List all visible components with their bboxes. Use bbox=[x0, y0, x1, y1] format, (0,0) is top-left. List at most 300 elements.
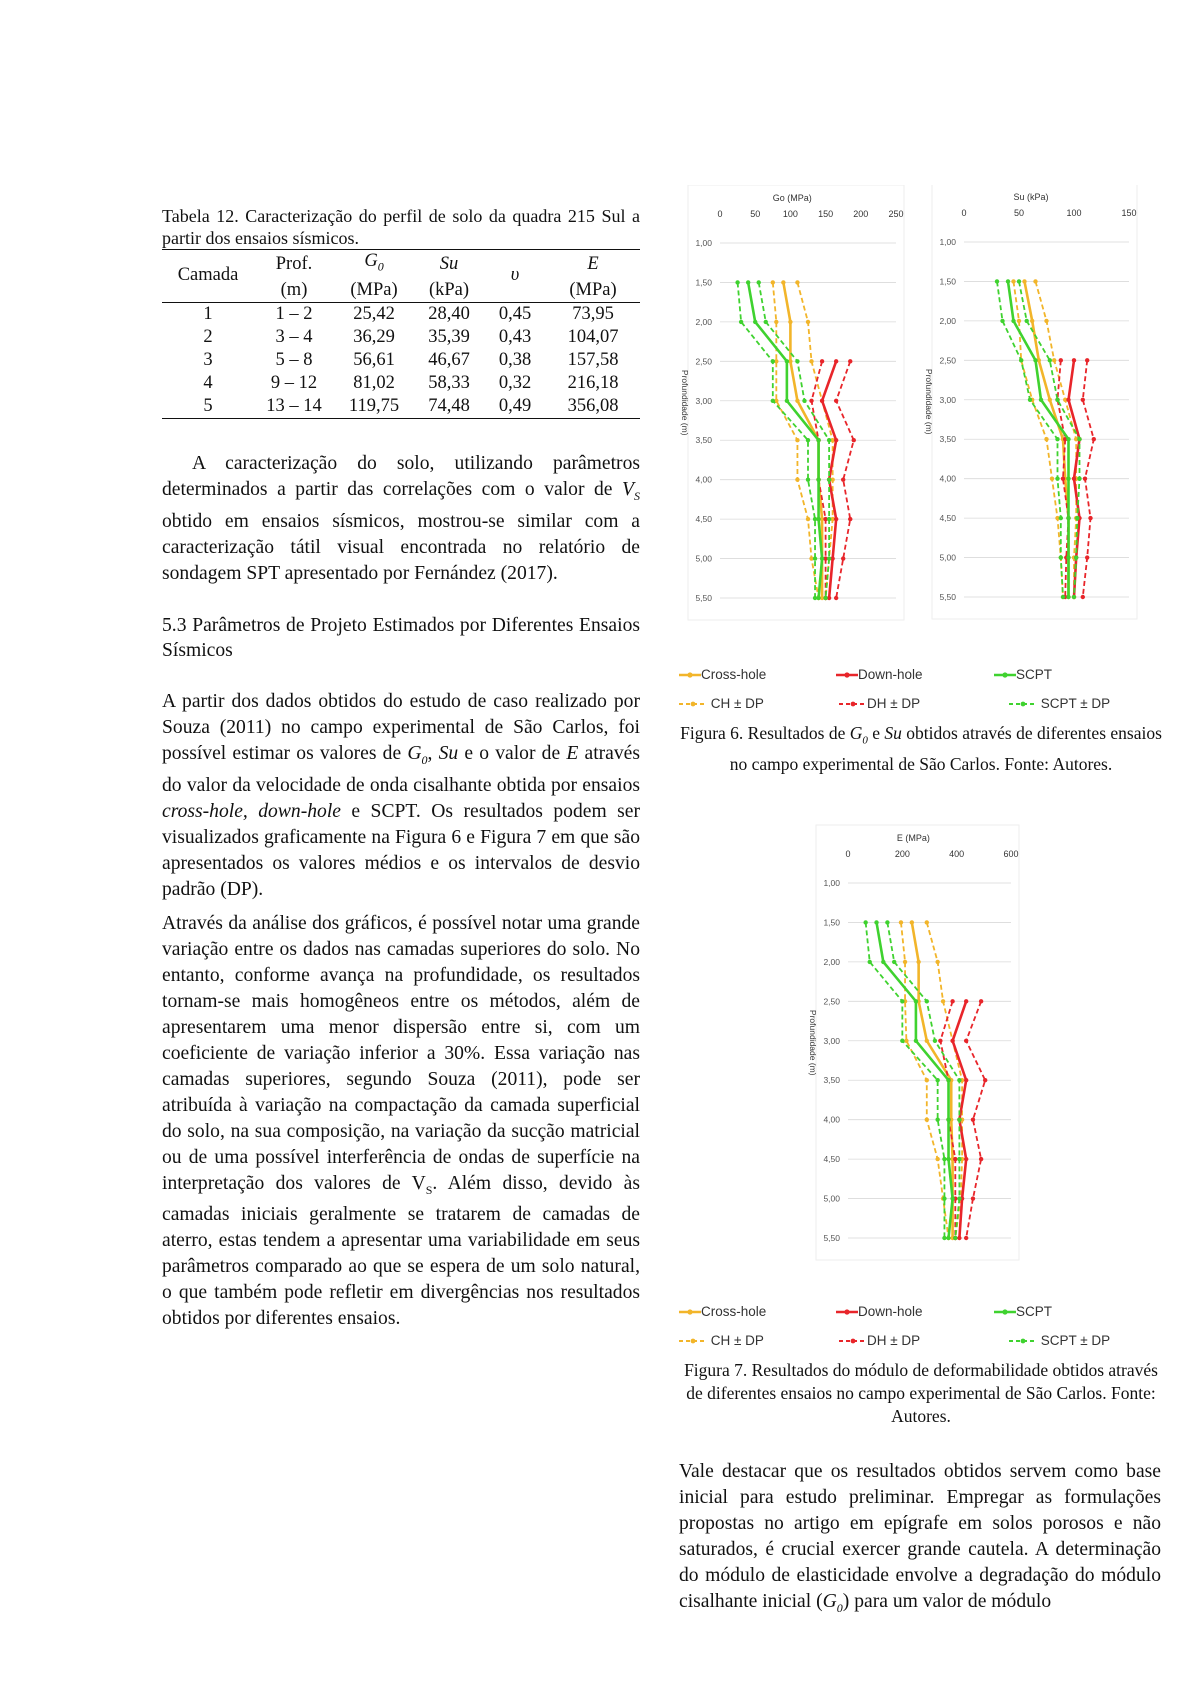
section-heading: 5.3 Parâmetros de Projeto Estimados por Diferentes Ensaios Sísmicos bbox=[162, 614, 640, 661]
legend-down-hole bbox=[836, 667, 923, 682]
figure-7-legend bbox=[679, 1304, 1159, 1354]
data-point bbox=[841, 477, 845, 481]
data-point bbox=[964, 999, 968, 1003]
legend-scpt-dp bbox=[1009, 696, 1110, 711]
x-tick-label: 600 bbox=[1003, 849, 1019, 859]
figure-7-chart bbox=[800, 820, 1040, 1300]
y-tick-label: 2,50 bbox=[939, 355, 956, 366]
data-point bbox=[834, 517, 838, 521]
figure-6-charts bbox=[680, 185, 1160, 665]
cell-nu: 0,45 bbox=[484, 302, 546, 326]
cell-su: 46,67 bbox=[428, 349, 470, 370]
data-point bbox=[820, 359, 824, 363]
fig6-caption-c: obtidos através de diferentes ensaios no campo experimental de São Carlos. Fonte: Autores. bbox=[729, 723, 1162, 774]
data-point bbox=[1055, 398, 1059, 402]
x-tick-label: 200 bbox=[853, 209, 869, 219]
data-point bbox=[964, 1039, 968, 1043]
legend-scpt bbox=[994, 667, 1052, 682]
chart-su bbox=[924, 185, 1137, 619]
cell-e: 73,95 bbox=[546, 302, 640, 326]
data-point bbox=[868, 960, 872, 964]
data-point bbox=[935, 1157, 939, 1161]
data-point bbox=[983, 1078, 987, 1082]
table-row bbox=[162, 372, 640, 395]
data-point bbox=[964, 1236, 968, 1240]
data-point bbox=[795, 438, 799, 442]
figure-6-legend bbox=[679, 667, 1159, 717]
data-point bbox=[903, 960, 907, 964]
data-point bbox=[785, 399, 789, 403]
p2-text-c: e o valor de bbox=[458, 742, 567, 764]
table-caption: Tabela 12. Caracterização do perfil de solo da quadra 215 Sul a partir dos ensaios sísmicos. bbox=[162, 206, 640, 248]
p2-text-e: e SCPT. Os resultados podem ser visualizados graficamente na Figura 6 e Figura 7 em que são apresentados os valores médios e os intervalos de desvio padrão (DP). bbox=[162, 800, 640, 900]
p1-text-b: obtido em ensaios sísmicos, mostrou-se similar com a caracterização tátil visual encontrada no relatório de sondagem SPT apresentado por Fernández (2017). bbox=[162, 510, 640, 584]
cell-e: 104,07 bbox=[567, 326, 619, 347]
data-point bbox=[957, 1078, 961, 1082]
cell-camada: 1 bbox=[162, 302, 254, 326]
header-g0 bbox=[334, 250, 414, 279]
legend-dh-dp bbox=[839, 696, 920, 711]
data-point bbox=[1044, 437, 1048, 441]
data-point bbox=[885, 920, 889, 924]
y-tick-label: 2,50 bbox=[823, 996, 840, 1007]
p2-tests: cross-hole, down-hole bbox=[162, 800, 341, 822]
data-point bbox=[892, 960, 896, 964]
x-tick-label: 250 bbox=[888, 209, 904, 219]
y-tick-label: 5,50 bbox=[695, 593, 712, 603]
legend-label: SCPT bbox=[1016, 667, 1053, 682]
y-tick-label: 3,50 bbox=[695, 435, 712, 446]
y-tick-label: 4,50 bbox=[695, 514, 712, 525]
y-tick-label: 3,00 bbox=[695, 395, 712, 406]
y-tick-label: 1,50 bbox=[823, 917, 840, 928]
data-point bbox=[820, 556, 824, 560]
y-tick-label: 1,50 bbox=[695, 277, 712, 288]
data-point bbox=[834, 359, 838, 363]
data-point bbox=[881, 960, 885, 964]
data-point bbox=[1017, 279, 1021, 283]
data-point bbox=[1061, 595, 1065, 599]
unit-prof: (m) bbox=[280, 279, 308, 300]
x-tick-label: 100 bbox=[1066, 208, 1082, 218]
legend-scpt-dp bbox=[1009, 1333, 1110, 1348]
data-point bbox=[1048, 358, 1052, 362]
y-tick-label: 1,00 bbox=[939, 237, 956, 247]
data-point bbox=[1085, 555, 1089, 559]
data-point bbox=[1055, 476, 1059, 480]
data-point bbox=[806, 438, 810, 442]
data-point bbox=[848, 517, 852, 521]
p2-text-b: , bbox=[427, 742, 439, 764]
data-point bbox=[957, 1196, 961, 1200]
x-tick-label: 50 bbox=[750, 209, 761, 219]
right-column-text bbox=[679, 1459, 1161, 1621]
y-tick-label: 1,50 bbox=[939, 276, 956, 287]
data-point bbox=[813, 596, 817, 600]
table-row bbox=[162, 349, 640, 372]
cell-e: 216,18 bbox=[567, 372, 619, 393]
p2-text-a: A partir dos dados obtidos do estudo de caso realizado por Souza (2011) no campo experimental de São Carlos, foi possível estimar os valores de bbox=[162, 690, 640, 764]
p4-g-sub: 0 bbox=[836, 1600, 843, 1615]
data-point bbox=[1072, 595, 1076, 599]
data-point bbox=[946, 1117, 950, 1121]
cell-prof: 13 – 14 bbox=[254, 395, 334, 419]
cell-camada: 3 bbox=[203, 349, 213, 370]
header-g0-symbol: G bbox=[364, 251, 378, 271]
p4-text-a: Vale destacar que os resultados obtidos servem como base inicial para estudo preliminar. Empregar as formulações propostas no artigo em epígrafe em solos porosos e não saturados, é crucial exercer grande cautela. A determinação do módulo de elasticidade envolve a degradação do módulo cisalhante inicial ( bbox=[679, 1461, 1161, 1612]
data-point bbox=[827, 477, 831, 481]
cell-camada: 5 bbox=[162, 395, 254, 419]
legend-down-hole bbox=[836, 1304, 923, 1319]
data-point bbox=[1066, 437, 1070, 441]
data-point bbox=[746, 280, 750, 284]
data-point bbox=[757, 280, 761, 284]
data-point bbox=[1085, 358, 1089, 362]
data-point bbox=[995, 279, 999, 283]
data-point bbox=[979, 1157, 983, 1161]
data-point bbox=[1061, 476, 1065, 480]
data-point bbox=[739, 320, 743, 324]
paragraph-conclusion bbox=[679, 1459, 1161, 1621]
x-tick-label: 400 bbox=[949, 849, 965, 859]
data-point bbox=[809, 399, 813, 403]
p3-text-b: . Além disso, devido às camadas iniciais geralmente se tratarem de camadas de aterro, estas tendem a apresentar uma variabilidade em seus parâmetros comparado ao que se espera de um solo natural, o que também pode refletir em divergências nos resultados obtidos por diferentes ensaios. bbox=[162, 1172, 640, 1330]
data-point bbox=[1030, 319, 1034, 323]
data-point bbox=[816, 477, 820, 481]
x-axis-title: Su (kPa) bbox=[1013, 192, 1049, 202]
data-point bbox=[1052, 358, 1056, 362]
x-axis-title: E (MPa) bbox=[896, 833, 930, 843]
data-point bbox=[827, 438, 831, 442]
legend-label: SCPT bbox=[1016, 1304, 1053, 1319]
data-point bbox=[764, 320, 768, 324]
data-point bbox=[863, 920, 867, 924]
data-point bbox=[816, 438, 820, 442]
data-point bbox=[1044, 319, 1048, 323]
y-tick-label: 4,00 bbox=[823, 1114, 840, 1125]
data-point bbox=[1025, 319, 1029, 323]
data-point bbox=[925, 999, 929, 1003]
data-point bbox=[1066, 595, 1070, 599]
data-point bbox=[900, 1039, 904, 1043]
data-point bbox=[971, 1196, 975, 1200]
cell-nu: 0,32 bbox=[498, 372, 532, 393]
y-tick-label: 5,00 bbox=[823, 1193, 840, 1204]
cell-g0: 56,61 bbox=[353, 349, 395, 370]
cell-e: 356,08 bbox=[546, 395, 640, 419]
data-point bbox=[771, 399, 775, 403]
data-point bbox=[735, 280, 739, 284]
data-point bbox=[795, 280, 799, 284]
data-point bbox=[1000, 319, 1004, 323]
legend-ch-dp bbox=[679, 1333, 764, 1348]
y-axis-title: Profundidade (m) bbox=[680, 369, 690, 436]
data-point bbox=[753, 320, 757, 324]
data-point bbox=[1006, 279, 1010, 283]
legend-label: DH ± DP bbox=[867, 1333, 921, 1348]
data-point bbox=[1077, 437, 1081, 441]
unit-e: (MPa) bbox=[569, 279, 617, 300]
p4-g-symbol: G bbox=[822, 1591, 837, 1612]
cell-g0: 25,42 bbox=[334, 302, 414, 326]
data-point bbox=[834, 438, 838, 442]
data-point bbox=[925, 1039, 929, 1043]
chart-frame bbox=[932, 185, 1137, 619]
y-tick-label: 1,00 bbox=[823, 878, 840, 888]
data-point bbox=[841, 556, 845, 560]
data-point bbox=[1033, 279, 1037, 283]
data-point bbox=[795, 477, 799, 481]
legend-ch-dp bbox=[679, 696, 764, 711]
data-point bbox=[827, 556, 831, 560]
data-point bbox=[795, 399, 799, 403]
fig6-g-sub: 0 bbox=[862, 734, 868, 747]
data-point bbox=[1088, 516, 1092, 520]
data-point bbox=[964, 1157, 968, 1161]
data-point bbox=[806, 477, 810, 481]
cell-nu: 0,43 bbox=[498, 326, 532, 347]
data-point bbox=[942, 1157, 946, 1161]
data-point bbox=[1072, 476, 1076, 480]
x-tick-label: 0 bbox=[961, 208, 967, 218]
p2-e-symbol: E bbox=[566, 742, 579, 764]
cell-su: 28,40 bbox=[414, 302, 484, 326]
data-point bbox=[957, 1117, 961, 1121]
data-point bbox=[925, 920, 929, 924]
cell-prof: 5 – 8 bbox=[275, 349, 313, 370]
data-point bbox=[834, 596, 838, 600]
data-point bbox=[1066, 516, 1070, 520]
data-point bbox=[771, 359, 775, 363]
data-point bbox=[935, 1117, 939, 1121]
left-column bbox=[162, 205, 640, 1332]
y-tick-label: 4,00 bbox=[695, 474, 712, 485]
x-tick-label: 150 bbox=[1121, 208, 1137, 218]
legend-cross-hole bbox=[679, 1304, 766, 1319]
header-prof: Prof. bbox=[254, 250, 334, 279]
cell-su: 58,33 bbox=[428, 372, 470, 393]
legend-label: Cross-hole bbox=[701, 667, 767, 682]
y-axis-title: Profundidade (m) bbox=[808, 1009, 818, 1076]
legend-label: CH ± DP bbox=[710, 696, 764, 711]
data-point bbox=[788, 320, 792, 324]
unit-g0: (MPa) bbox=[350, 279, 398, 300]
data-point bbox=[899, 920, 903, 924]
data-point bbox=[1075, 516, 1079, 520]
y-tick-label: 3,00 bbox=[939, 394, 956, 405]
data-point bbox=[942, 1196, 946, 1200]
x-tick-label: 100 bbox=[782, 209, 798, 219]
chart-g0 bbox=[680, 185, 904, 620]
cell-prof: 9 – 12 bbox=[270, 372, 318, 393]
header-g0-sub: 0 bbox=[377, 259, 384, 274]
data-point bbox=[900, 999, 904, 1003]
y-tick-label: 3,00 bbox=[823, 1035, 840, 1046]
data-point bbox=[910, 920, 914, 924]
paragraph-characterization bbox=[162, 451, 640, 587]
cell-g0: 119,75 bbox=[334, 395, 414, 419]
y-tick-label: 4,00 bbox=[939, 473, 956, 484]
cell-prof: 3 – 4 bbox=[275, 326, 313, 347]
data-point bbox=[1081, 595, 1085, 599]
data-point bbox=[946, 1157, 950, 1161]
y-tick-label: 5,50 bbox=[939, 592, 956, 602]
y-tick-label: 3,50 bbox=[823, 1075, 840, 1086]
y-tick-label: 2,00 bbox=[695, 316, 712, 327]
chart-frame bbox=[688, 185, 904, 620]
x-tick-label: 0 bbox=[845, 849, 851, 859]
y-tick-label: 1,00 bbox=[695, 238, 712, 248]
header-su: Su bbox=[414, 250, 484, 279]
p2-su-symbol: Su bbox=[438, 742, 459, 764]
data-point bbox=[1066, 398, 1070, 402]
data-point bbox=[935, 1078, 939, 1082]
data-point bbox=[904, 1039, 908, 1043]
unit-su: (kPa) bbox=[428, 279, 470, 300]
legend-label: Down-hole bbox=[858, 667, 923, 682]
data-point bbox=[781, 280, 785, 284]
legend-label: CH ± DP bbox=[710, 1333, 764, 1348]
cell-su: 74,48 bbox=[414, 395, 484, 419]
cell-prof: 1 – 2 bbox=[254, 302, 334, 326]
cell-nu: 0,38 bbox=[498, 349, 532, 370]
data-point bbox=[1072, 358, 1076, 362]
cell-g0: 81,02 bbox=[353, 372, 395, 393]
y-tick-label: 4,50 bbox=[823, 1154, 840, 1165]
p4-text-b: ) para um valor de módulo bbox=[842, 1591, 1052, 1612]
data-point bbox=[827, 517, 831, 521]
x-axis-title: Go (MPa) bbox=[772, 193, 812, 203]
data-point bbox=[852, 438, 856, 442]
data-point bbox=[802, 399, 806, 403]
cell-nu: 0,49 bbox=[484, 395, 546, 419]
paragraph-souza bbox=[162, 689, 640, 903]
data-point bbox=[946, 1078, 950, 1082]
legend-label: SCPT ± DP bbox=[1040, 1333, 1111, 1348]
y-tick-label: 2,00 bbox=[823, 956, 840, 967]
y-tick-label: 5,00 bbox=[695, 553, 712, 564]
data-point bbox=[941, 999, 945, 1003]
data-point bbox=[834, 399, 838, 403]
data-point bbox=[1011, 279, 1015, 283]
figure-6-caption bbox=[679, 722, 1163, 776]
p2-text-d: através do valor da velocidade de onda cisalhante obtida por ensaios bbox=[162, 742, 640, 796]
header-e: E bbox=[546, 250, 640, 279]
data-point bbox=[1033, 358, 1037, 362]
data-point bbox=[806, 320, 810, 324]
table-row bbox=[162, 302, 640, 326]
data-point bbox=[957, 1157, 961, 1161]
data-point bbox=[964, 1078, 968, 1082]
data-point bbox=[950, 1039, 954, 1043]
data-point bbox=[1066, 476, 1070, 480]
data-point bbox=[1048, 398, 1052, 402]
fig6-su-symbol: Su bbox=[884, 723, 902, 743]
data-point bbox=[953, 1157, 957, 1161]
data-point bbox=[1019, 358, 1023, 362]
x-tick-label: 150 bbox=[818, 209, 834, 219]
cell-camada: 2 bbox=[203, 326, 213, 347]
cell-su: 35,39 bbox=[428, 326, 470, 347]
data-point bbox=[935, 960, 939, 964]
data-point bbox=[771, 280, 775, 284]
p2-g-sub: 0 bbox=[421, 752, 428, 767]
data-point bbox=[1028, 398, 1032, 402]
y-tick-label: 5,50 bbox=[823, 1233, 840, 1243]
header-camada: Camada bbox=[162, 250, 254, 303]
figure-7-caption: Figura 7. Resultados do módulo de deformabilidade obtidos através de diferentes ensaios no campo experimental de São Carlos. Fonte: Autores. bbox=[684, 1360, 1158, 1426]
p3-text-a: Através da análise dos gráficos, é possível notar uma grande variação entre os dados nas camadas superiores do solo. No entanto, conforme avança na profundidade, os resultados tornam-se mais homogêneos entre os métodos, além de apresentarem uma menor dispersão entre si, com um coeficiente de variação inferior a 30%. Essa variação nas camadas superiores, segundo Souza (2011), pode ser atribuída à variação na compactação da camada superficial do solo, na sua composição, na variação da sucção matricial ou de uma possível interferência de ondas de superfície na interpretação dos valores de V bbox=[162, 912, 640, 1194]
data-point bbox=[1059, 358, 1063, 362]
data-point bbox=[1059, 516, 1063, 520]
data-point bbox=[1011, 319, 1015, 323]
legend-label: SCPT ± DP bbox=[1040, 696, 1111, 711]
y-tick-label: 2,50 bbox=[695, 356, 712, 367]
y-tick-label: 5,00 bbox=[939, 552, 956, 563]
data-point bbox=[1074, 555, 1078, 559]
data-point bbox=[1066, 555, 1070, 559]
legend-scpt bbox=[994, 1304, 1052, 1319]
x-tick-label: 200 bbox=[894, 849, 910, 859]
x-tick-label: 50 bbox=[1013, 208, 1025, 218]
data-point bbox=[933, 1039, 937, 1043]
paragraph-analysis bbox=[162, 911, 640, 1333]
data-point bbox=[1039, 398, 1043, 402]
cell-camada: 4 bbox=[203, 372, 213, 393]
legend-label: Cross-hole bbox=[701, 1304, 767, 1319]
data-point bbox=[953, 1236, 957, 1240]
p2-g-symbol: G bbox=[407, 742, 422, 764]
y-tick-label: 4,50 bbox=[939, 513, 956, 524]
table-row bbox=[162, 326, 640, 349]
data-point bbox=[971, 1117, 975, 1121]
x-tick-label: 0 bbox=[717, 209, 723, 219]
y-tick-label: 3,50 bbox=[939, 434, 956, 445]
legend-label: DH ± DP bbox=[867, 696, 921, 711]
data-point bbox=[848, 359, 852, 363]
chart-e bbox=[808, 825, 1019, 1260]
data-point bbox=[942, 1236, 946, 1240]
data-point bbox=[795, 359, 799, 363]
y-axis-title: Profundidade (m) bbox=[924, 368, 934, 435]
data-point bbox=[1017, 319, 1021, 323]
data-point bbox=[979, 999, 983, 1003]
data-point bbox=[950, 999, 954, 1003]
table-row bbox=[162, 395, 640, 419]
data-point bbox=[946, 1236, 950, 1240]
data-point bbox=[950, 1196, 954, 1200]
table-header-row bbox=[162, 250, 640, 279]
data-point bbox=[925, 1078, 929, 1082]
data-point bbox=[874, 920, 878, 924]
data-point bbox=[823, 596, 827, 600]
y-tick-label: 2,00 bbox=[939, 315, 956, 326]
data-point bbox=[1092, 437, 1096, 441]
soil-profile-table bbox=[162, 249, 640, 419]
data-point bbox=[1081, 398, 1085, 402]
legend-cross-hole bbox=[679, 667, 766, 682]
data-point bbox=[916, 960, 920, 964]
data-point bbox=[1050, 476, 1054, 480]
fig6-caption-a: Figura 6. Resultados de bbox=[680, 723, 850, 743]
p1-text-a: A caracterização do solo, utilizando parâmetros determinados a partir das correlações com o valor de bbox=[162, 452, 640, 500]
data-point bbox=[914, 1039, 918, 1043]
header-nu: υ bbox=[484, 250, 546, 303]
data-point bbox=[1077, 476, 1081, 480]
data-point bbox=[914, 999, 918, 1003]
data-point bbox=[957, 1236, 961, 1240]
data-point bbox=[1055, 437, 1059, 441]
